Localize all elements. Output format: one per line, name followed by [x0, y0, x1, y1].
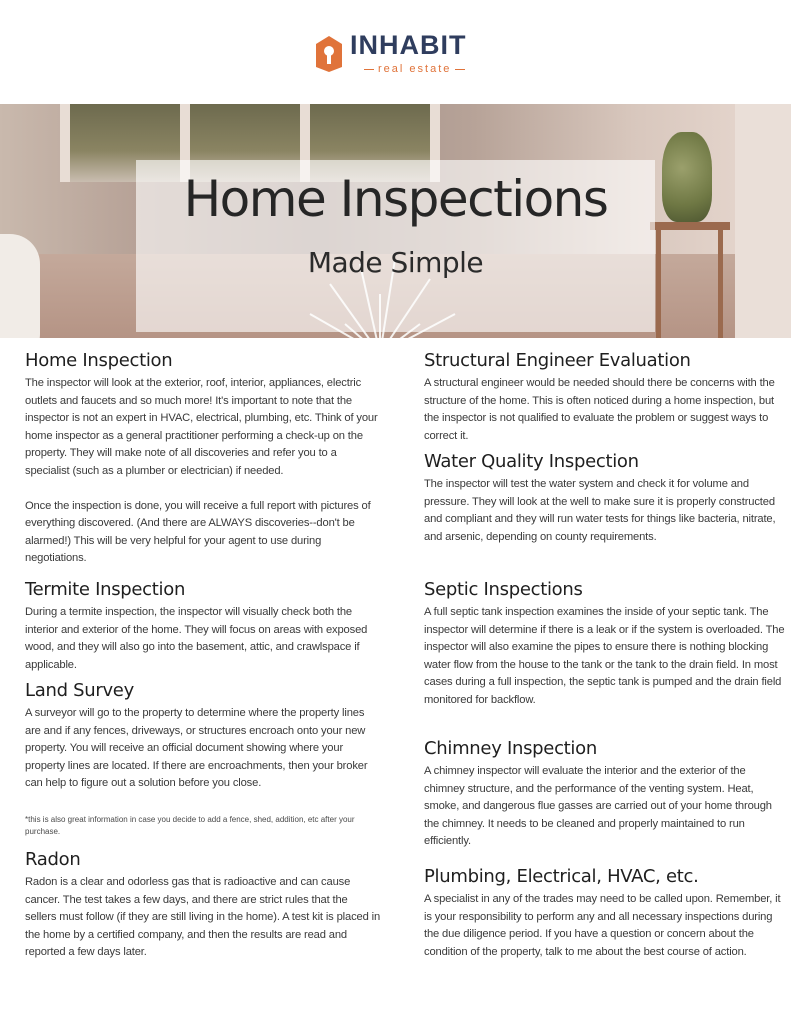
section-body: A full septic tank inspection examines the inside of your septic tank. The inspector will determine if there is a leak or if the system is overloaded. The inspector will also examine the pipes to ensure there is nothing blocking water flow from the house to the tank or the tank to the drain field. In most cases during a full inspection, the septic tank is pumped and the drain field monitored for backflow. [424, 606, 785, 706]
section-body: The inspector will test the water system and check it for volume and pressure. They will look at the well to make sure it is properly constructed and compliant and they will run water tests for things like bacteria, nitrate, and arsenic, depending on county requirements. [424, 478, 776, 543]
section-chimney [424, 738, 786, 851]
section-heading: Chimney Inspection [424, 738, 597, 759]
section-heading: Septic Inspections [424, 579, 583, 600]
hero-wall-image [735, 104, 791, 338]
table-leg [656, 230, 661, 338]
section-body: Once the inspection is done, you will receive a full report with pictures of everything discovered. (And there are ALWAYS discoveries--don't be alarmed!) This will be very helpful for your agent to use during negotiations. [25, 499, 371, 565]
section-heading: Land Survey [25, 680, 134, 701]
hero-side-table-image [650, 222, 730, 230]
section-heading: Termite Inspection [25, 579, 186, 600]
section-radon [25, 849, 381, 962]
page-subtitle: Made Simple [307, 246, 484, 279]
section-heading: Water Quality Inspection [424, 451, 639, 472]
hero-vase-image [662, 132, 712, 222]
brand-tagline: real estate [360, 63, 469, 75]
table-leg [718, 230, 723, 338]
section-body: Radon is a clear and odorless gas that is radioactive and can cause cancer. The test takes a few days, and there are strict rules that the sellers must follow (if they are still living in the home). A test kit is placed in the home by a certified company, and then the results are read and reported a few days later. [25, 876, 381, 959]
section-body: A surveyor will go to the property to determine where the property lines are and if any fences, driveways, or structures encroach onto your new property. You will receive an official document showing where your property lines are located. If there are encroachments, then your broker can help to figure out a solution before you close. [25, 707, 368, 790]
section-plumbing-electrical-hvac [424, 866, 786, 961]
section-heading: Plumbing, Electrical, HVAC, etc. [424, 866, 699, 887]
section-body: The inspector will look at the exterior, roof, interior, appliances, electric outlets and faucets and so much more! It's important to note that the inspector is not an expert in HVAC, electrical, plumbing, etc. Think of your home inspector as a general practitioner performing a check-up on the property. They will make note of all discoveries and refer you to a specialist (such as a plumber or electrician) if needed. [25, 377, 378, 477]
section-body: A chimney inspector will evaluate the interior and the exterior of the chimney structure, and the performance of the venting system. Heat, smoke, and dangerous flue gasses are carried out of your home through the chimney. It needs to be cleaned and properly maintained to run efficiently. [424, 765, 772, 848]
section-heading: Home Inspection [25, 350, 173, 371]
brand-logo [0, 30, 791, 80]
section-body: A specialist in any of the trades may need to be called upon. Remember, it is your responsibility to perform any and all necessary inspections during the due diligence period. If you have a question or concern about the condition of the property, talk to me about the best course of action. [424, 893, 781, 958]
section-septic [424, 579, 786, 710]
hero-chair-image [0, 234, 40, 338]
keyhole-house-icon [314, 35, 344, 73]
section-structural-engineer [424, 350, 786, 445]
section-body: During a termite inspection, the inspector will visually check both the interior and exterior of the home. They will focus on areas with exposed wood, and they will also go into the basement, attic, and crawlspace if applicable. [25, 606, 368, 671]
hero-banner [0, 104, 791, 338]
page-title: Home Inspections [183, 170, 608, 228]
brand-name: INHABIT [350, 30, 467, 60]
section-home-inspection [25, 350, 381, 568]
section-heading: Radon [25, 849, 81, 870]
section-water-quality [424, 451, 786, 546]
section-land-survey [25, 680, 381, 836]
section-body: A structural engineer would be needed should there be concerns with the structure of the home. This is often noticed during a home inspection, but the inspector is not qualified to evaluate the problem or suggest ways to correct it. [424, 377, 775, 442]
section-heading: Structural Engineer Evaluation [424, 350, 691, 371]
section-termite-inspection [25, 579, 381, 674]
hero-title-box [136, 160, 655, 332]
section-footnote: *this is also great information in case you decide to add a fence, shed, addition, etc after your purchase. [25, 815, 355, 836]
